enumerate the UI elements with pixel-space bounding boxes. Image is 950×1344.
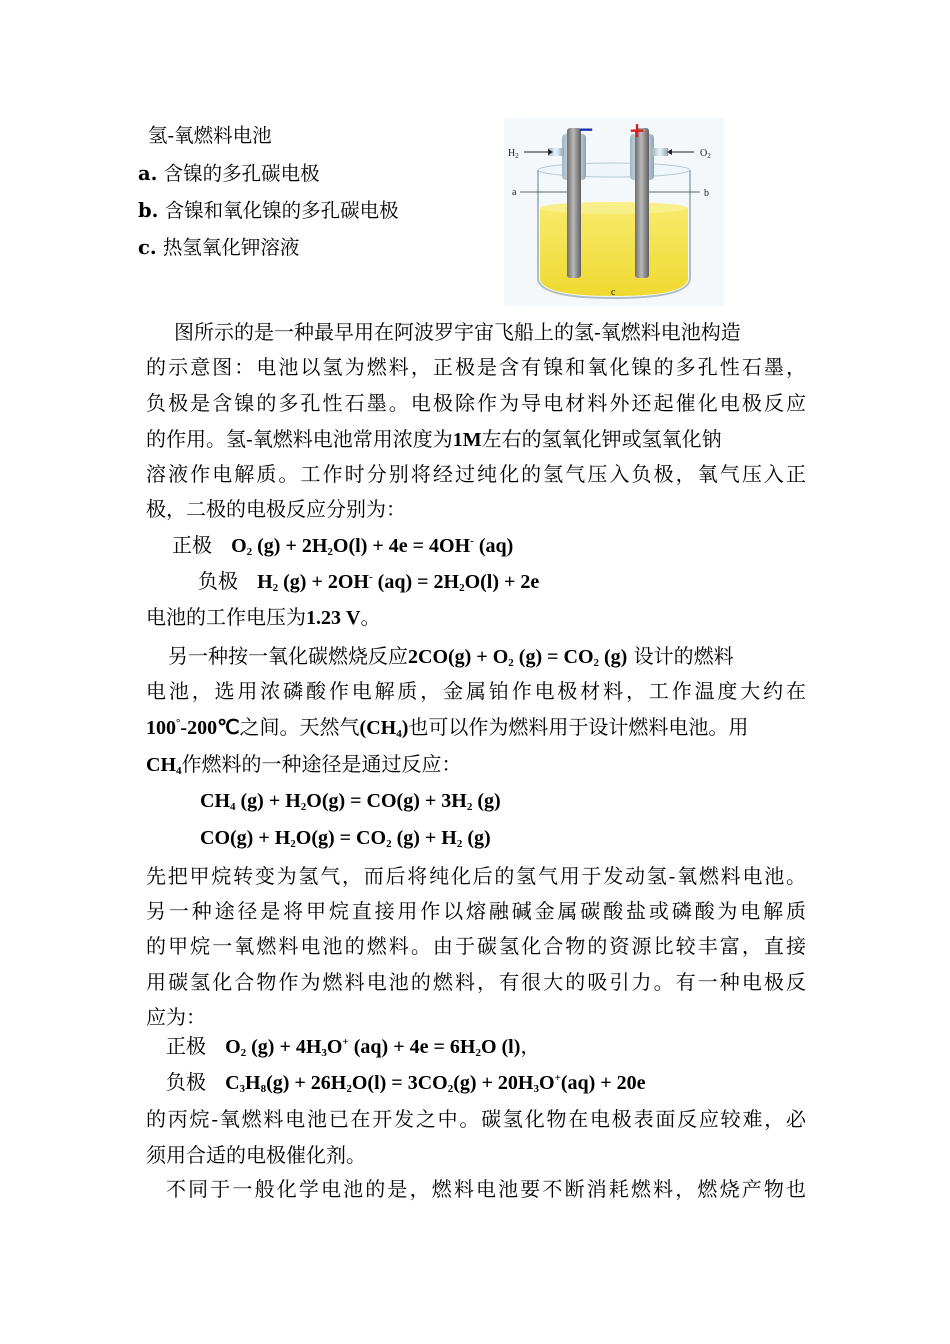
o2-inlet-pipe [652, 148, 668, 156]
legend-text-c: 热氢氧化钾溶液 [162, 236, 300, 259]
p1-line3: 负极是含镍的多孔性石墨。电极除作为导电材料外还起催化电极反应 [146, 391, 806, 415]
equation-methane-reforming: $CH_4$ $(g) + H_2O(g) = CO(g) + 3H_2$ (g) [200, 790, 501, 813]
equation-cathode-propane: 正极 $O_2$ $(g) + 4H_3O^+$ $(aq) + 4e = 6H_2O$ (l)， [166, 1034, 541, 1059]
label-a: a [512, 187, 517, 198]
equation-water-gas-shift: $CO(g) + H_2O(g) = CO_2$ $(g) + H_2$ (g) [200, 827, 491, 850]
equation-cathode-h2: 正极 $O_2$ $(g) + 2H_2O(l) + 4e = 4OH^-$ (aq) [172, 533, 514, 558]
p3-line4: 用碳氢化合物作为燃料电池的燃料，有很大的吸引力。有一种电极反 [146, 970, 806, 994]
electrolyte-surface [540, 202, 688, 214]
p1-line6: 极，二极的电极反应分别为： [146, 497, 406, 521]
p2-line3: 100°-200℃之间。天然气$(CH_4)$也可以作为燃料用于设计燃料电池。用 [146, 715, 749, 740]
fuel-cell-diagram [504, 118, 724, 306]
legend-item-a [138, 162, 320, 186]
legend-tag-a: a. [138, 162, 158, 185]
minus-sign: − [577, 118, 595, 141]
p4-line3: 不同于一般化学电池的是，燃料电池要不断消耗燃料，燃烧产物也 [166, 1177, 806, 1201]
p3-line5: 应为： [146, 1005, 206, 1029]
p1-line1: 图所示的是一种最早用在阿波罗宇宙飞船上的氢-氧燃料电池构造 [174, 320, 741, 344]
electrolyte-solution [540, 208, 688, 296]
legend-item-b [138, 199, 399, 223]
legend-tag-b: b. [138, 199, 159, 222]
legend-text-b: 含镍和氧化镍的多孔碳电极 [164, 199, 399, 222]
right-electrode [635, 128, 649, 278]
p1-line2: 的示意图：电池以氢为燃料，正极是含有镍和氧化镍的多孔性石墨， [146, 355, 806, 379]
p4-line2: 须用合适的电极催化剂。 [146, 1143, 366, 1167]
p3-line3: 的甲烷一氧燃料电池的燃料。由于碳氢化合物的资源比较丰富，直接 [146, 934, 806, 958]
equation-anode-propane: 负极 $C_3H_8(g) + 26H_2O(l) = 3CO_2(g) + 20H_3O^+(aq) + 20e$ [166, 1070, 646, 1095]
label-b: b [704, 188, 709, 199]
voltage-value: 1.23 V [306, 607, 361, 629]
p2-line1: 另一种按一氧化碳燃烧反应$2CO(g) + O_2$ $(g) = CO_2$ (g) 设计的燃料 [168, 644, 734, 669]
left-electrode [567, 128, 581, 278]
p3-line1: 先把甲烷转变为氢气，而后将纯化后的氢气用于发动氢-氧燃料电池。 [146, 864, 806, 888]
o2-label: $O_2$ [700, 148, 711, 160]
voltage-line: 电池的工作电压为1.23 V。 [146, 605, 381, 629]
concentration-value: 1M [452, 429, 482, 451]
beaker-rim [538, 163, 690, 177]
p4-line1: 的丙烷-氧燃料电池已在开发之中。碳氢化物在电极表面反应较难，必 [146, 1107, 806, 1131]
p1-line4: 的作用。氢-氧燃料电池常用浓度为1M左右的氢氧化钾或氢氧化钠 [146, 427, 722, 451]
p1-line5: 溶液作电解质。工作时分别将经过纯化的氢气压入负极，氧气压入正 [146, 462, 806, 486]
equation-anode-h2: 负极 $H_2$ (g) + 2OH- $(aq) = 2H_2O(l) + 2e$ [198, 569, 540, 594]
label-c: c [611, 287, 616, 298]
p2-line2: 电池，选用浓磷酸作电解质，金属铂作电极材料，工作温度大约在 [146, 679, 806, 703]
legend-item-c [138, 236, 299, 260]
h2-label: $H_2$ [508, 148, 519, 160]
plus-sign: + [628, 118, 646, 142]
legend-text-a: 含镍的多孔碳电极 [163, 162, 320, 185]
p2-line4: $CH_4$作燃料的一种途径是通过反应： [146, 752, 462, 777]
p3-line2: 另一种途径是将甲烷直接用作以熔融碱金属碳酸盐或磷酸为电解质 [146, 899, 806, 923]
legend-tag-c: c. [138, 236, 157, 259]
legend-title: 氢-氧燃料电池 [148, 124, 272, 147]
